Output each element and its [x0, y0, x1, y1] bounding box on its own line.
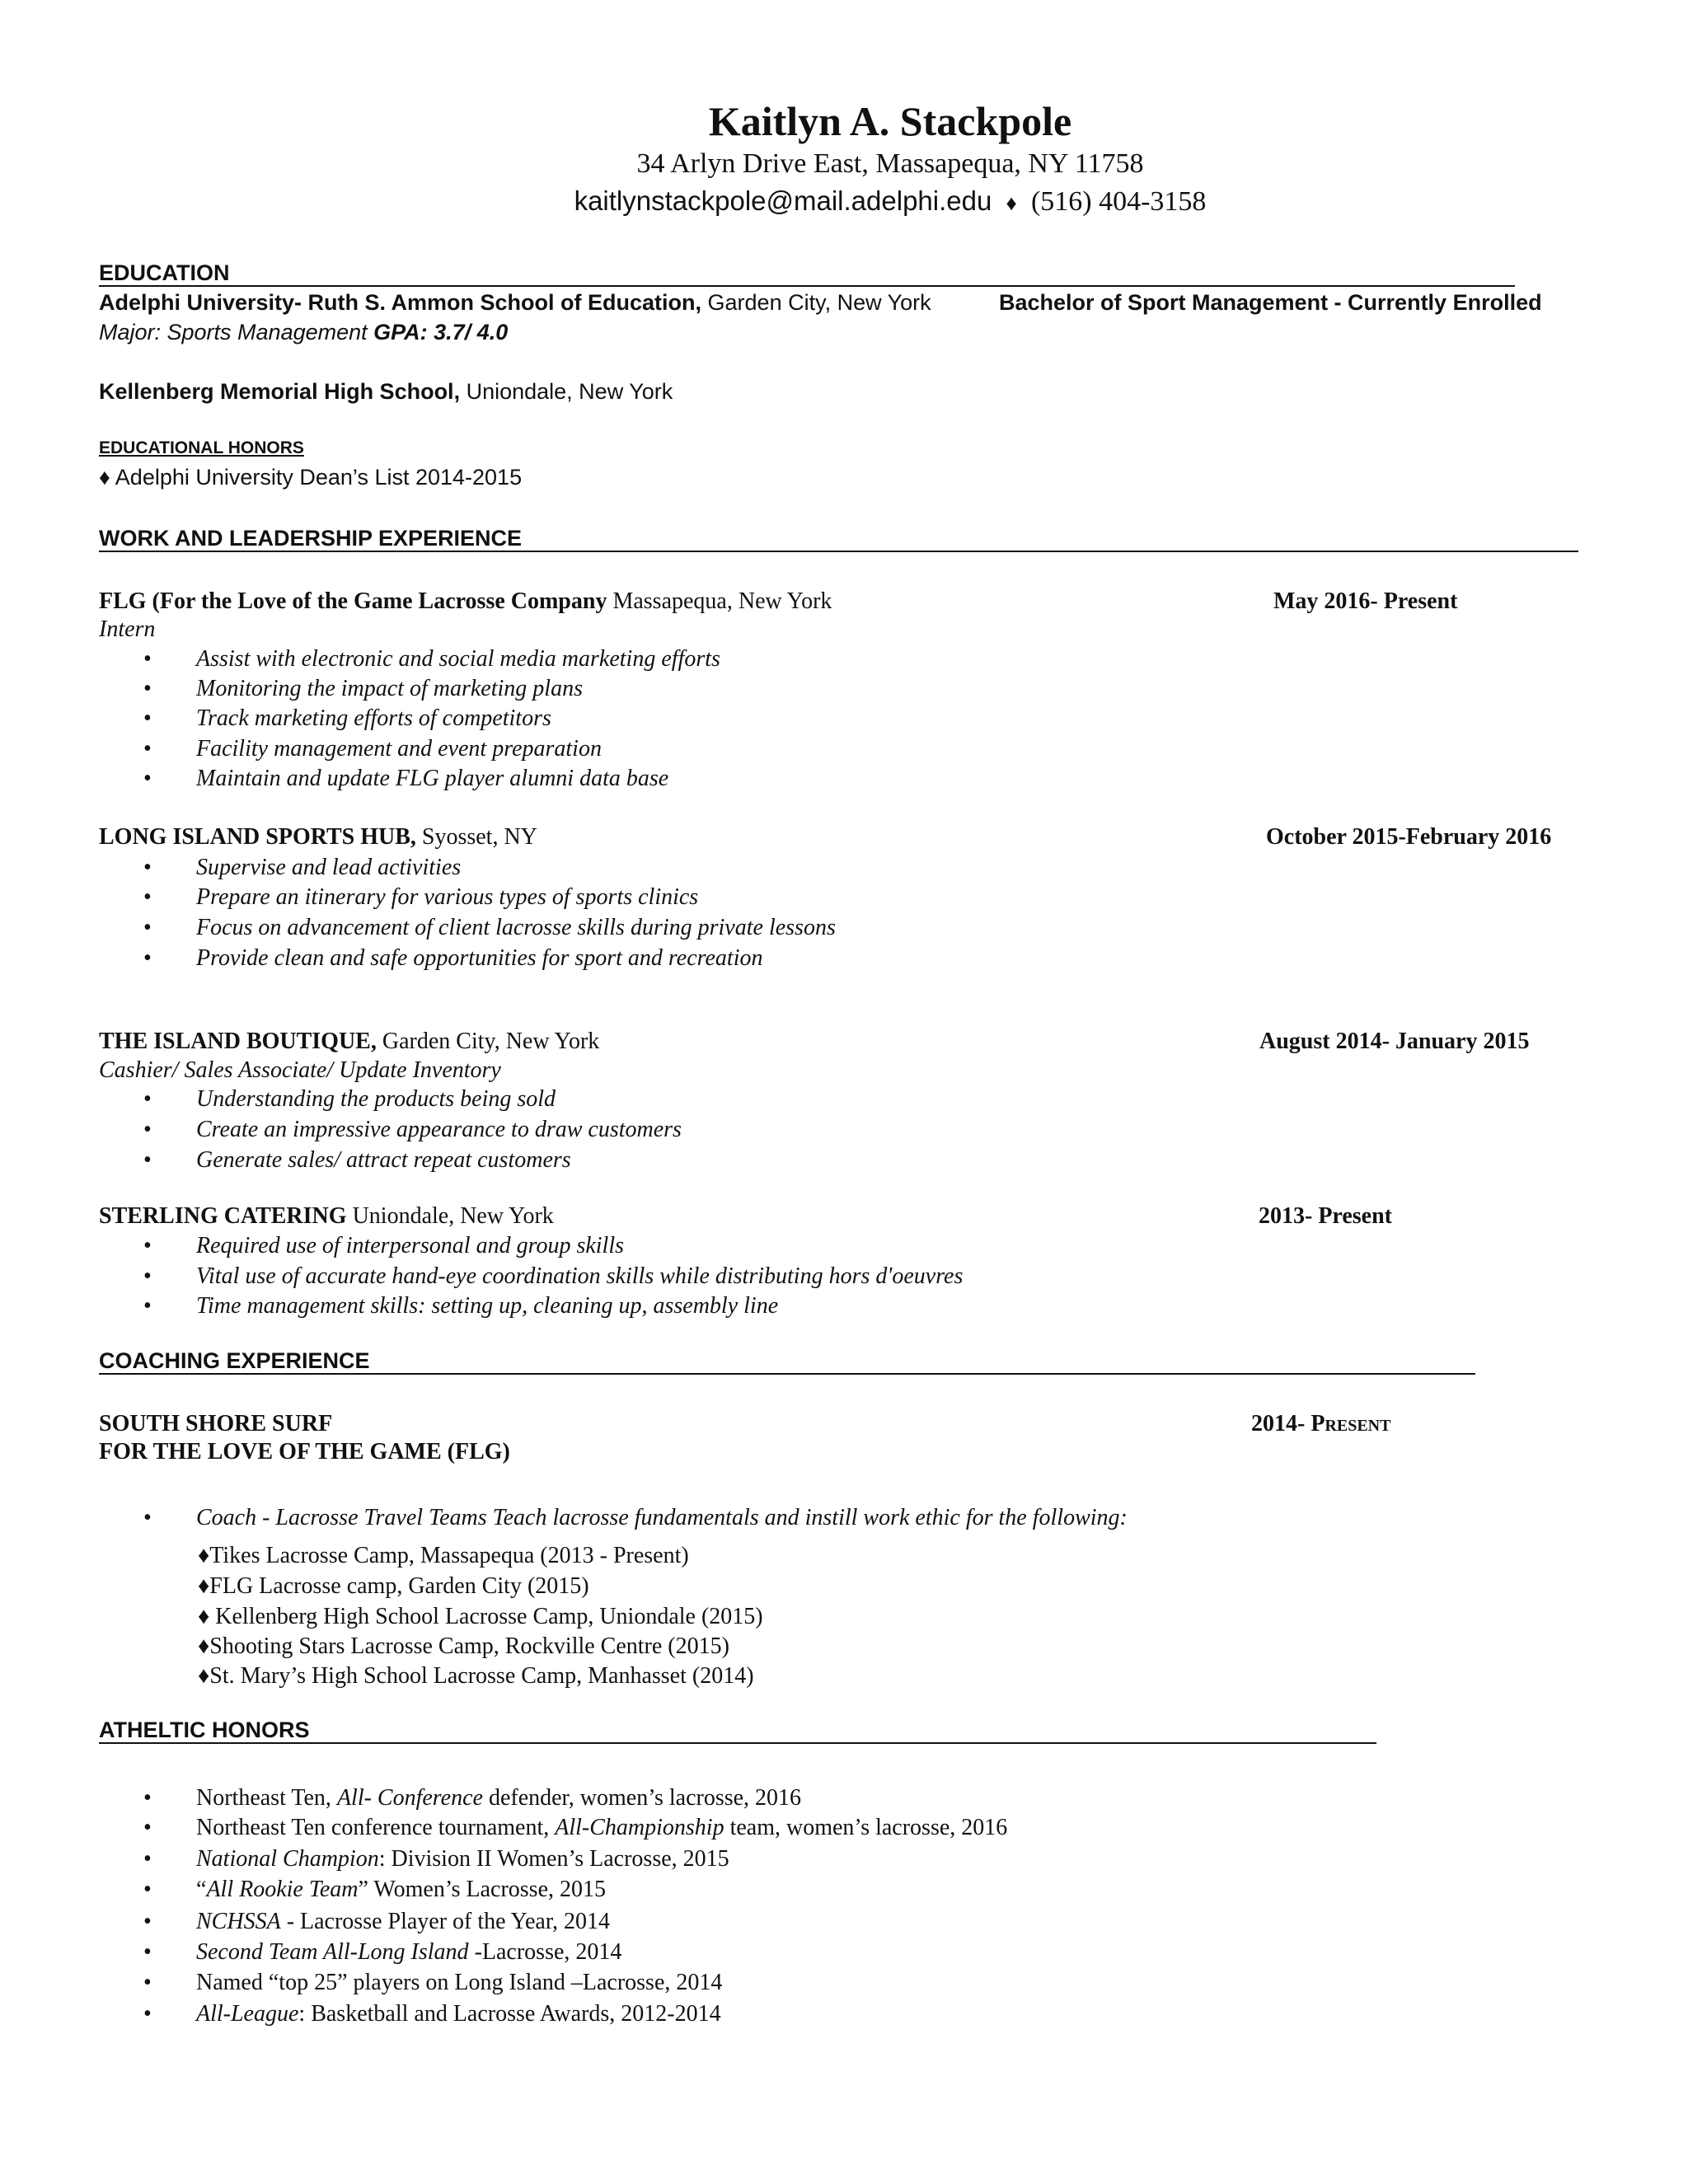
candidate-phone: (516) 404-3158 [1030, 186, 1207, 217]
job-1-location: Massapequa, New York [607, 588, 832, 614]
list-item: • Time management skills: setting up, cleaning up, assembly line [143, 1293, 779, 1319]
job-1-dates: May 2016- Present [1273, 588, 1458, 614]
major: Major: Sports Management [99, 320, 374, 344]
list-item: • Assist with electronic and social media marketing efforts [143, 646, 720, 672]
list-item: • Understanding the products being sold [143, 1086, 556, 1112]
list-item: • Generate sales/ attract repeat customers [143, 1147, 571, 1173]
camp-item: ♦St. Mary’s High School Lacrosse Camp, Manhasset (2014) [198, 1663, 754, 1689]
job-4-location: Uniondale, New York [346, 1203, 554, 1229]
job-1-role: Intern [99, 616, 156, 642]
gpa: GPA: 3.7/ 4.0 [373, 320, 509, 344]
school-2-name: Kellenberg Memorial High School, [99, 379, 461, 404]
job-2-location: Syosset, NY [415, 824, 537, 850]
education-school-2 [99, 379, 673, 405]
job-3-org: THE ISLAND BOUTIQUE, [99, 1029, 377, 1054]
job-4-org: STERLING CATERING [99, 1203, 347, 1229]
diamond-separator-icon: ♦ [1006, 190, 1017, 215]
work-heading: WORK AND LEADERSHIP EXPERIENCE [99, 526, 1578, 552]
candidate-email[interactable]: kaitlynstackpole@mail.adelphi.edu [574, 185, 992, 216]
camp-item: ♦ Kellenberg High School Lacrosse Camp, Uniondale (2015) [198, 1604, 763, 1629]
list-item: • Facility management and event preparation [143, 736, 602, 762]
job-2-org-line [99, 824, 537, 851]
job-1-org: FLG (For the Love of the Game Lacrosse Company [99, 588, 607, 614]
education-heading: EDUCATION [99, 260, 1515, 287]
list-item: • Monitoring the impact of marketing plans [143, 676, 583, 701]
list-item: • Track marketing efforts of competitors [143, 705, 551, 731]
school-1-degree: Bachelor of Sport Management - Currently Enrolled [999, 290, 1542, 315]
education-school-1 [99, 290, 931, 316]
school-2-location: Uniondale, New York [460, 379, 673, 404]
candidate-contact [0, 185, 1688, 218]
list-item: • Prepare an itinerary for various types of sports clinics [143, 884, 699, 910]
job-2-dates: October 2015-February 2016 [1266, 824, 1552, 850]
list-item: • Northeast Ten conference tournament, All-Championship team, women’s lacrosse, 2016 [143, 1815, 1008, 1840]
educational-honors-item: ♦ Adelphi University Dean’s List 2014-2015 [99, 465, 523, 490]
coaching-heading: COACHING EXPERIENCE [99, 1348, 1475, 1375]
school-1-name: Adelphi University- Ruth S. Ammon School of Education, [99, 290, 702, 315]
list-item: • “All Rookie Team” Women’s Lacrosse, 2015 [143, 1877, 606, 1902]
school-1-location: Garden City, New York [701, 290, 931, 315]
job-3-role: Cashier/ Sales Associate/ Update Inventory [99, 1057, 501, 1083]
list-item: • Vital use of accurate hand-eye coordination skills while distributing hors d'oeuvres [143, 1263, 964, 1289]
athletic-honors-heading: ATHELTIC HONORS [99, 1718, 1376, 1744]
list-item: • Northeast Ten, All- Conference defender, women’s lacrosse, 2016 [143, 1785, 802, 1811]
camp-item: ♦FLG Lacrosse camp, Garden City (2015) [198, 1573, 589, 1599]
job-1-org-line [99, 588, 832, 615]
list-item: • Maintain and update FLG player alumni data base [143, 766, 669, 791]
list-item: • Provide clean and safe opportunities for sport and recreation [143, 945, 763, 971]
list-item: • National Champion: Division II Women’s Lacrosse, 2015 [143, 1846, 729, 1872]
list-item: • Required use of interpersonal and group skills [143, 1233, 624, 1258]
list-item: • Create an impressive appearance to draw customers [143, 1117, 682, 1142]
list-item: • Supervise and lead activities [143, 855, 462, 880]
major-line [99, 320, 508, 345]
job-4-dates: 2013- Present [1259, 1203, 1392, 1229]
coaching-bullet: • Coach - Lacrosse Travel Teams Teach lacrosse fundamentals and instill work ethic for the following: [143, 1505, 1128, 1530]
job-4-org-line [99, 1203, 554, 1230]
coaching-org-1: SOUTH SHORE SURF [99, 1411, 333, 1436]
camp-item: ♦Shooting Stars Lacrosse Camp, Rockville Centre (2015) [198, 1633, 729, 1659]
educational-honors-heading: EDUCATIONAL HONORS [99, 438, 304, 457]
candidate-name: Kaitlyn A. Stackpole [708, 98, 1072, 144]
candidate-address: 34 Arlyn Drive East, Massapequa, NY 11758 [636, 148, 1144, 179]
job-2-org: LONG ISLAND SPORTS HUB, [99, 824, 416, 850]
job-3-location: Garden City, New York [376, 1029, 600, 1054]
job-3-dates: August 2014- January 2015 [1259, 1029, 1530, 1054]
coaching-dates: 2014- Present [1251, 1411, 1391, 1436]
list-item: • Named “top 25” players on Long Island –Lacrosse, 2014 [143, 1970, 723, 1995]
job-3-org-line [99, 1029, 599, 1055]
coaching-org-2: FOR THE LOVE OF THE GAME (FLG) [99, 1439, 510, 1465]
list-item: • Focus on advancement of client lacrosse skills during private lessons [143, 915, 836, 940]
list-item: • NCHSSA - Lacrosse Player of the Year, 2014 [143, 1909, 611, 1934]
list-item: • Second Team All-Long Island -Lacrosse, 2014 [143, 1939, 622, 1965]
camp-item: ♦Tikes Lacrosse Camp, Massapequa (2013 - Present) [198, 1543, 689, 1568]
list-item: • All-League: Basketball and Lacrosse Awards, 2012-2014 [143, 2001, 721, 2027]
